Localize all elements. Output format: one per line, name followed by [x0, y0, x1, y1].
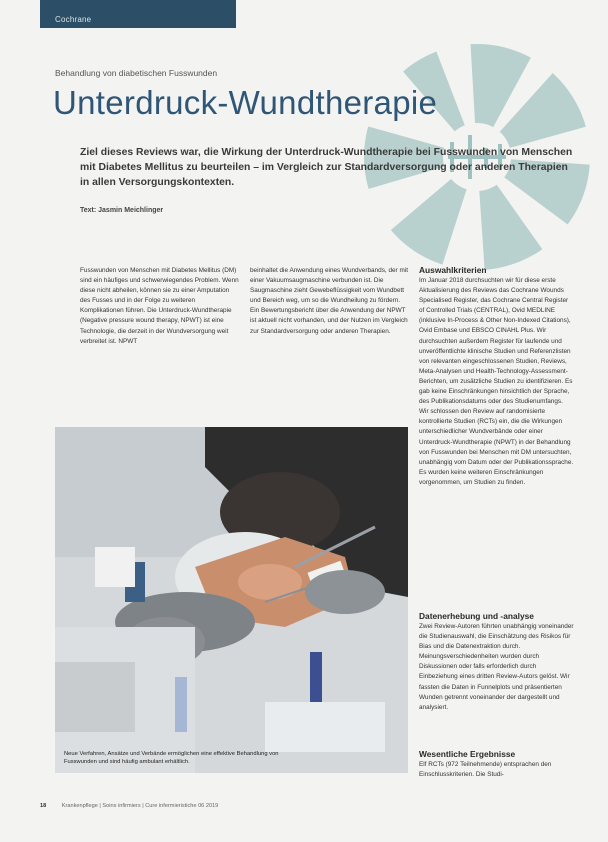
- body-column-3c: Elf RCTs (972 Teilnehmende) entsprachen den Einschlusskriterien. Die Studi-: [419, 761, 552, 779]
- article-title: Unterdruck-Wundtherapie: [53, 84, 438, 121]
- body-column-2: beinhaltet die Anwendung eines Wundverbands, der mit einer Vakuumsaugmaschine verbunden ist. Die Saugmaschine zieht Gewebeflüssigkeit vom Wundbett und Bereich weg, um so die Wundheilung zu fördern. Ein Bewertungsbericht über die Anwendung der NPWT ist aktuell nicht vorhanden, und der Nutzen im Vergleich zur Standardversorgung oder anderen Therapien.: [250, 267, 408, 335]
- heading-datenerhebung: Datenerhebung und -analyse: [419, 611, 534, 621]
- article-author: Text: Jasmin Meichlinger: [80, 207, 164, 214]
- photo-caption: Neue Verfahren, Ansätze und Verbände ermöglichen eine effektive Behandlung von Fusswunden und sind häufig ambulant erhältlich.: [64, 751, 279, 765]
- body-column-1: Fusswunden von Menschen mit Diabetes Mellitus (DM) sind ein häufiges und schwerwiegendes Problem. Wenn diese nicht abheilen, können sie zu einer Amputation des Fusses und in der Folge zu weiteren Komplikationen führen. Die Unterdruck-Wundtherapie (Negative pressure wound therapy, NPWT) ist eine Technologie, die derzeit in der Wundversorgung weit verbreitet ist. NPWT: [80, 267, 239, 345]
- body-column-3: Im Januar 2018 durchsuchten wir für diese erste Aktualisierung des Reviews das Cochrane Wounds Specialised Register, das Cochrane Central Register of Controlled Trials (CENTRAL), Ovid MEDLINE (inklusive In-Process & Other Non-Indexed Citations), Ovid Embase und EBSCO CINAHL Plus. Wir durchsuchten außerdem Register für laufende und unveröffentlichte klinische Studien und Referenzlisten von relevanten eingeschlossenen Studien, Reviews, Meta-Analysen und Health-Technology-Assessment-Berichten, um zusätzliche Studien zu identifizieren. Es gab keine Einschränkungen hinsichtlich der Sprache, des Publikationsdatums oder des Studienumfangs. Wir schlossen den Review auf randomisierte kontrollierte Studien (RCTs) ein, die die Wirkungen unterschiedlicher Wundverbände oder einer Unterdruck-Wundtherapie (NPWT) in der Behandlung von Fusswunden bei Menschen mit DM untersuchten, unabhängig vom Datum oder der Publikationssprache. Es wurden keine weiteren Einschränkungen vorgenommen, um Studien zu finden.: [419, 277, 574, 486]
- heading-auswahlkriterien: Auswahlkriterien: [419, 265, 487, 275]
- footer-publication: Krankenpflege | Soins infirmiers | Cure infermieristiche 06 2019: [61, 803, 219, 809]
- section-tab-label: Cochrane: [55, 15, 92, 24]
- page-number: 18: [40, 803, 47, 809]
- article-kicker: Behandlung von diabetischen Fusswunden: [55, 68, 218, 78]
- body-column-3b: Zwei Review-Autoren führten unabhängig voneinander die Studienauswahl, die Einschätzung des Risikos für Bias und die Datenextraktion durch. Meinungsverschiedenheiten wurden durch Diskussionen oder falls erforderlich durch Einbeziehung eines dritten Review-Autors gelöst. Wir fassten die Daten in Funnelplots und präsentierten Wunden getrennt voneinander der dargestellt und analysiert.: [419, 623, 574, 711]
- page-footer: [40, 803, 218, 809]
- article-lead: Ziel dieses Reviews war, die Wirkung der Unterdruck-Wundtherapie bei Fusswunden von Menschen mit Diabetes Mellitus zu beurteilen – im Vergleich zur Standardversorgung oder anderen Therapien in allen Versorgungskontexten.: [80, 147, 573, 188]
- heading-ergebnisse: Wesentliche Ergebnisse: [419, 749, 516, 759]
- wound-care-photo: [55, 427, 408, 773]
